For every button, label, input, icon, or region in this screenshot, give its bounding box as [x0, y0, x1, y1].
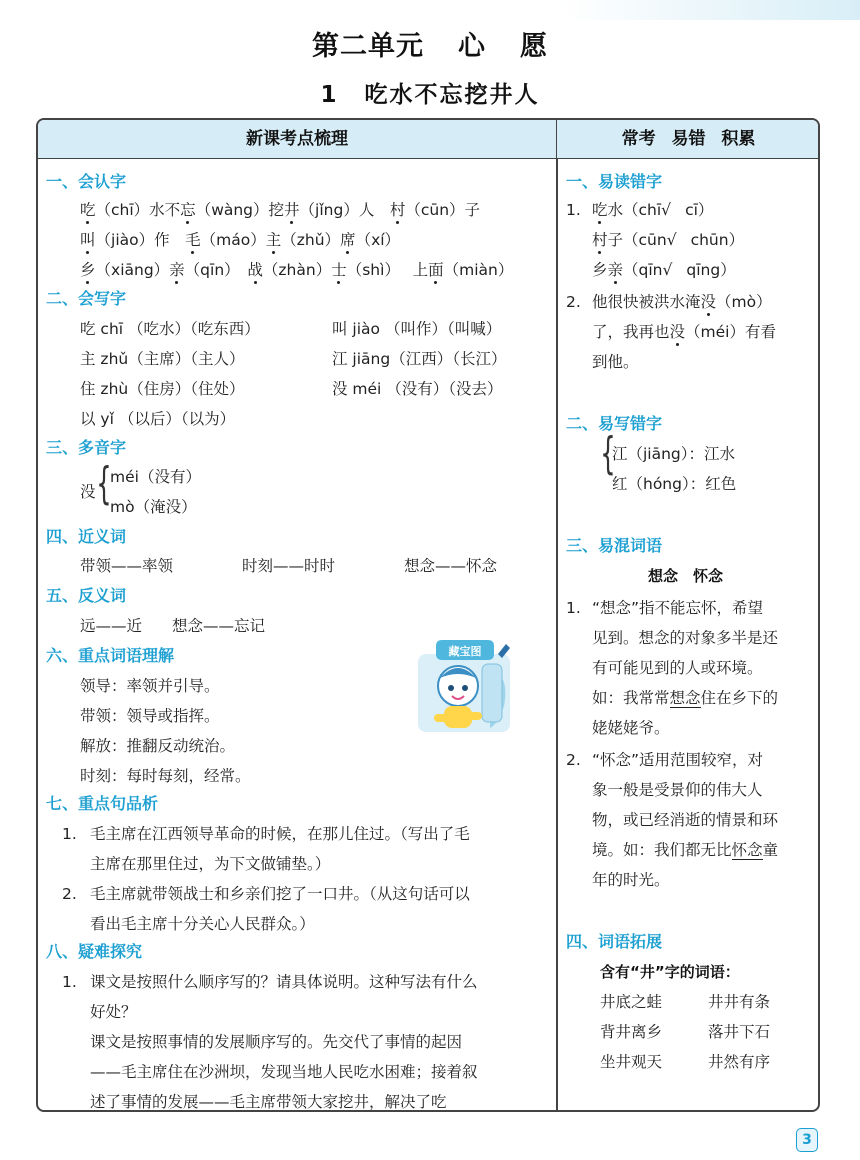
question-line: 好处？ — [90, 1003, 137, 1021]
idiom: 背井离乡 — [600, 1023, 663, 1041]
corner-decoration — [560, 0, 860, 20]
sentence-line: 毛主席就带领战士和乡亲们挖了一口井。（从这句话可以 — [90, 885, 470, 903]
question-number: 1. — [62, 973, 77, 991]
misread-item: 吃水（chī√ cī） — [592, 201, 714, 219]
section-polyphone: 三、多音字 — [46, 438, 127, 457]
write-row: 没 méi （没有）（没去） — [332, 380, 503, 398]
answer-line: 课文是按照事情的发展顺序写的。先交代了事情的起因 — [90, 1033, 463, 1051]
unit-title: 第二单元 心 愿 — [312, 31, 548, 62]
sentence-line: 毛主席在江西领导革命的时候，在那儿住过。（写出了毛 — [90, 825, 470, 843]
confusable-words-heading: 想念 怀念 — [648, 567, 724, 585]
misread-item: 村子（cūn√ chūn） — [592, 231, 745, 249]
section-easily-misread: 一、易读错字 — [566, 172, 663, 191]
recognize-row-1: 吃（chī）水不忘（wàng）挖井（jǐng）人 村（cūn）子 — [80, 201, 481, 219]
recognize-row-2: 叫（jiào）作 毛（máo）主（zhǔ）席（xí） — [80, 231, 401, 249]
section-recognize-chars: 一、会认字 — [46, 172, 127, 191]
confusable-number: 2. — [566, 751, 581, 769]
misread-sentence: 了，我再也没（méi）有看 — [592, 323, 776, 341]
confusable-line: 见到。想念的对象多半是还 — [592, 629, 779, 647]
polyphone-reading: méi（没有） — [110, 468, 201, 486]
key-word-definition: 领导：率领并引导。 — [80, 677, 220, 695]
section-write-chars: 二、会写字 — [46, 289, 127, 308]
brace: { — [600, 428, 616, 479]
idiom: 落井下石 — [708, 1023, 771, 1041]
miswritten-item: 红（hóng）：红色 — [612, 475, 737, 493]
key-word-definition: 解放：推翻反动统治。 — [80, 737, 236, 755]
idiom: 井然有序 — [708, 1053, 771, 1071]
section-key-sentences: 七、重点句品析 — [46, 794, 159, 813]
confusable-line: 境。如：我们都无比怀念童 — [592, 841, 779, 859]
answer-line: ——毛主席住在沙洲坝，发现当地人民吃水困难；接着叙 — [90, 1063, 478, 1081]
section-confusable-words: 三、易混词语 — [566, 536, 663, 555]
sentence-number: 2. — [62, 885, 77, 903]
confusable-line: 如：我常常想念住在乡下的 — [592, 689, 779, 707]
polyphone-reading: mò（淹没） — [110, 498, 197, 516]
synonym-pair: 时刻——时时 — [242, 557, 336, 575]
section-easily-miswritten: 二、易写错字 — [566, 414, 663, 433]
lesson-title: 1 吃水不忘挖井人 — [320, 82, 540, 108]
write-row: 叫 jiào （叫作）（叫喊） — [332, 320, 502, 338]
write-row: 吃 chī （吃水）（吃东西） — [80, 320, 260, 338]
antonym-pair: 远——近 — [80, 617, 143, 635]
misread-sentence: 他很快被洪水淹没（mò） — [592, 293, 772, 311]
confusable-line: 有可能见到的人或环境。 — [592, 659, 763, 677]
confusable-number: 1. — [566, 599, 581, 617]
section-difficult-questions: 八、疑难探究 — [46, 942, 143, 961]
write-row: 住 zhù（住房）（住处） — [80, 380, 245, 398]
polyphone-char: 没 — [80, 483, 96, 501]
misread-sentence: 到他。 — [592, 353, 639, 371]
section-synonyms: 四、近义词 — [46, 527, 127, 546]
confusable-line: 年的时光。 — [592, 871, 670, 889]
idiom: 坐井观天 — [600, 1053, 663, 1071]
sentence-line: 主席在那里住过，为下文做铺垫。） — [90, 855, 331, 873]
mascot-illustration — [412, 636, 522, 738]
right-column-header: 常考 易错 积累 — [557, 120, 820, 159]
misread-number: 2. — [566, 293, 581, 311]
section-word-expansion: 四、词语拓展 — [566, 932, 663, 951]
idiom: 井井有条 — [708, 993, 771, 1011]
sentence-line: 看出毛主席十分关心人民群众。） — [90, 915, 315, 933]
synonym-pair: 带领——率领 — [80, 557, 174, 575]
antonym-pair: 想念——忘记 — [172, 617, 266, 635]
write-row: 以 yǐ （以后）（以为） — [80, 410, 236, 428]
key-word-definition: 带领：领导或指挥。 — [80, 707, 220, 725]
confusable-line: “怀念”适用范围较窄，对 — [592, 751, 764, 769]
misread-item: 乡亲（qīn√ qīng） — [592, 261, 736, 279]
write-row: 江 jiāng（江西）（长江） — [332, 350, 507, 368]
content-frame — [36, 118, 820, 1112]
left-column-header: 新课考点梳理 — [38, 120, 557, 159]
confusable-line: 姥姥姥爷。 — [592, 719, 670, 737]
idiom: 井底之蛙 — [600, 993, 663, 1011]
mascot-label: 藏宝图 — [448, 645, 482, 658]
recognize-row-3: 乡（xiāng）亲（qīn） 战（zhàn）士（shì） 上面（miàn） — [80, 261, 514, 279]
write-row: 主 zhǔ（主席）（主人） — [80, 350, 245, 368]
section-antonyms: 五、反义词 — [46, 586, 127, 605]
synonym-pair: 想念——怀念 — [404, 557, 498, 575]
word-expansion-heading: 含有“井”字的词语： — [600, 963, 740, 981]
confusable-line: 物，或已经消逝的情景和环 — [592, 811, 779, 829]
brace: { — [96, 458, 112, 509]
confusable-line: 象一般是受景仰的伟大人 — [592, 781, 763, 799]
column-divider — [556, 158, 558, 1112]
key-word-definition: 时刻：每时每刻，经常。 — [80, 767, 251, 785]
section-key-words: 六、重点词语理解 — [46, 646, 175, 665]
miswritten-item: 江（jiāng）：江水 — [612, 445, 736, 463]
page-number: 3 — [796, 1128, 818, 1152]
confusable-line: “想念”指不能忘怀，希望 — [592, 599, 764, 617]
sentence-number: 1. — [62, 825, 77, 843]
answer-line: 述了事情的发展——毛主席带领大家挖井，解决了吃 — [90, 1093, 447, 1111]
question-line: 课文是按照什么顺序写的？请具体说明。这种写法有什么 — [90, 973, 478, 991]
misread-number: 1. — [566, 201, 581, 219]
